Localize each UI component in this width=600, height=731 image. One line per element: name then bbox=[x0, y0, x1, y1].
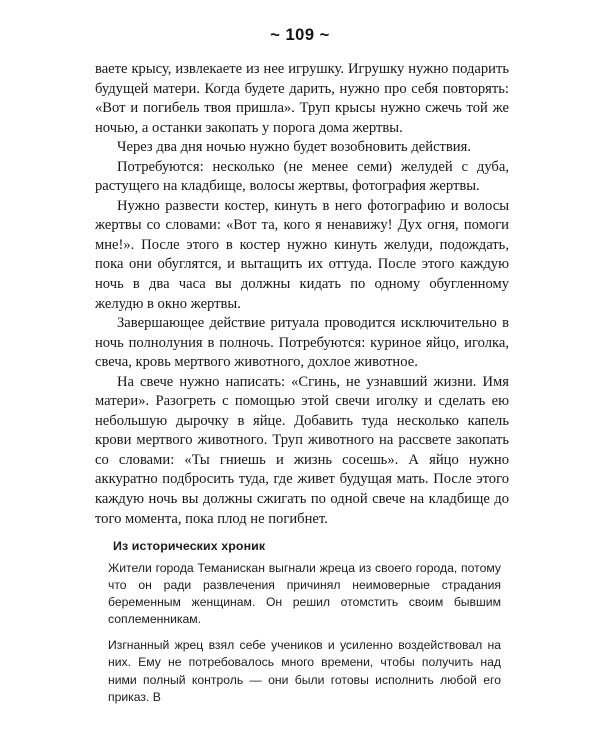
body-paragraph: Потребуются: несколько (не менее семи) желудей с дуба, растущего на кладбище, волосы жертвы, фотография жертвы. bbox=[95, 158, 509, 195]
main-body-text bbox=[95, 60, 509, 529]
body-paragraph: Нужно развести костер, кинуть в него фотографию и волосы жертвы со словами: «Вот та, кого я ненавижу! Дух огня, помоги мне!». После этого в костер нужно кинуть желуди, подождать, пока они обуглятся, и вытащить их оттуда. После этого каждую ночь в два часа вы должны кидать по одному обугленному желудю в окно жертвы. bbox=[95, 197, 509, 312]
chronicle-paragraph: Жители города Теманискан выгнали жреца из своего города, потому что он ради развлечения причинял неимоверные страдания беременным женщинам. Он решил отомстить своим бывшим соплеменникам. bbox=[108, 561, 501, 627]
chronicle-paragraph: Изгнанный жрец взял себе учеников и усиленно воздействовал на них. Ему не потребовалось много времени, чтобы получить над ними полный контроль — они были готовы исполнить любой его приказ. В bbox=[108, 638, 501, 704]
historical-chronicle-box bbox=[95, 538, 509, 706]
chronicle-heading: Из исторических хроник bbox=[113, 539, 266, 553]
body-paragraph: Завершающее действие ритуала проводится исключительно в ночь полнолуния в полночь. Потребуются: куриное яйцо, иголка, свеча, кровь мертвого животного, дохлое животное. bbox=[95, 315, 509, 371]
body-paragraph: ваете крысу, извлекаете из нее игрушку. Игрушку нужно подарить будущей матери. Когда будете дарить, нужно про себя повторять: «Вот и погибель твоя пришла». Труп крысы нужно сжечь той же ночью, а останки закопать у порога дома жертвы. bbox=[95, 61, 509, 136]
body-paragraph: Через два дня ночью нужно будет возобновить действия. bbox=[117, 139, 471, 156]
body-paragraph: На свече нужно написать: «Сгинь, не узнавший жизни. Имя матери». Разогреть с помощью этой свечи иголку и сделать ею небольшую дырочку в яйце. Добавить туда несколько капель крови мертвого животного. Труп животного на рассвете закопать со словами: «Ты гниешь и жизнь сосешь». А яйцо нужно аккуратно подбросить туда, где живет будущая мать. После этого каждую ночь вы должны сжигать по одной свече на кладбище до того момента, пока плод не погибнет. bbox=[95, 373, 509, 527]
chronicle-body-text bbox=[108, 560, 501, 706]
running-head-page-number: ~ 109 ~ bbox=[270, 26, 330, 44]
